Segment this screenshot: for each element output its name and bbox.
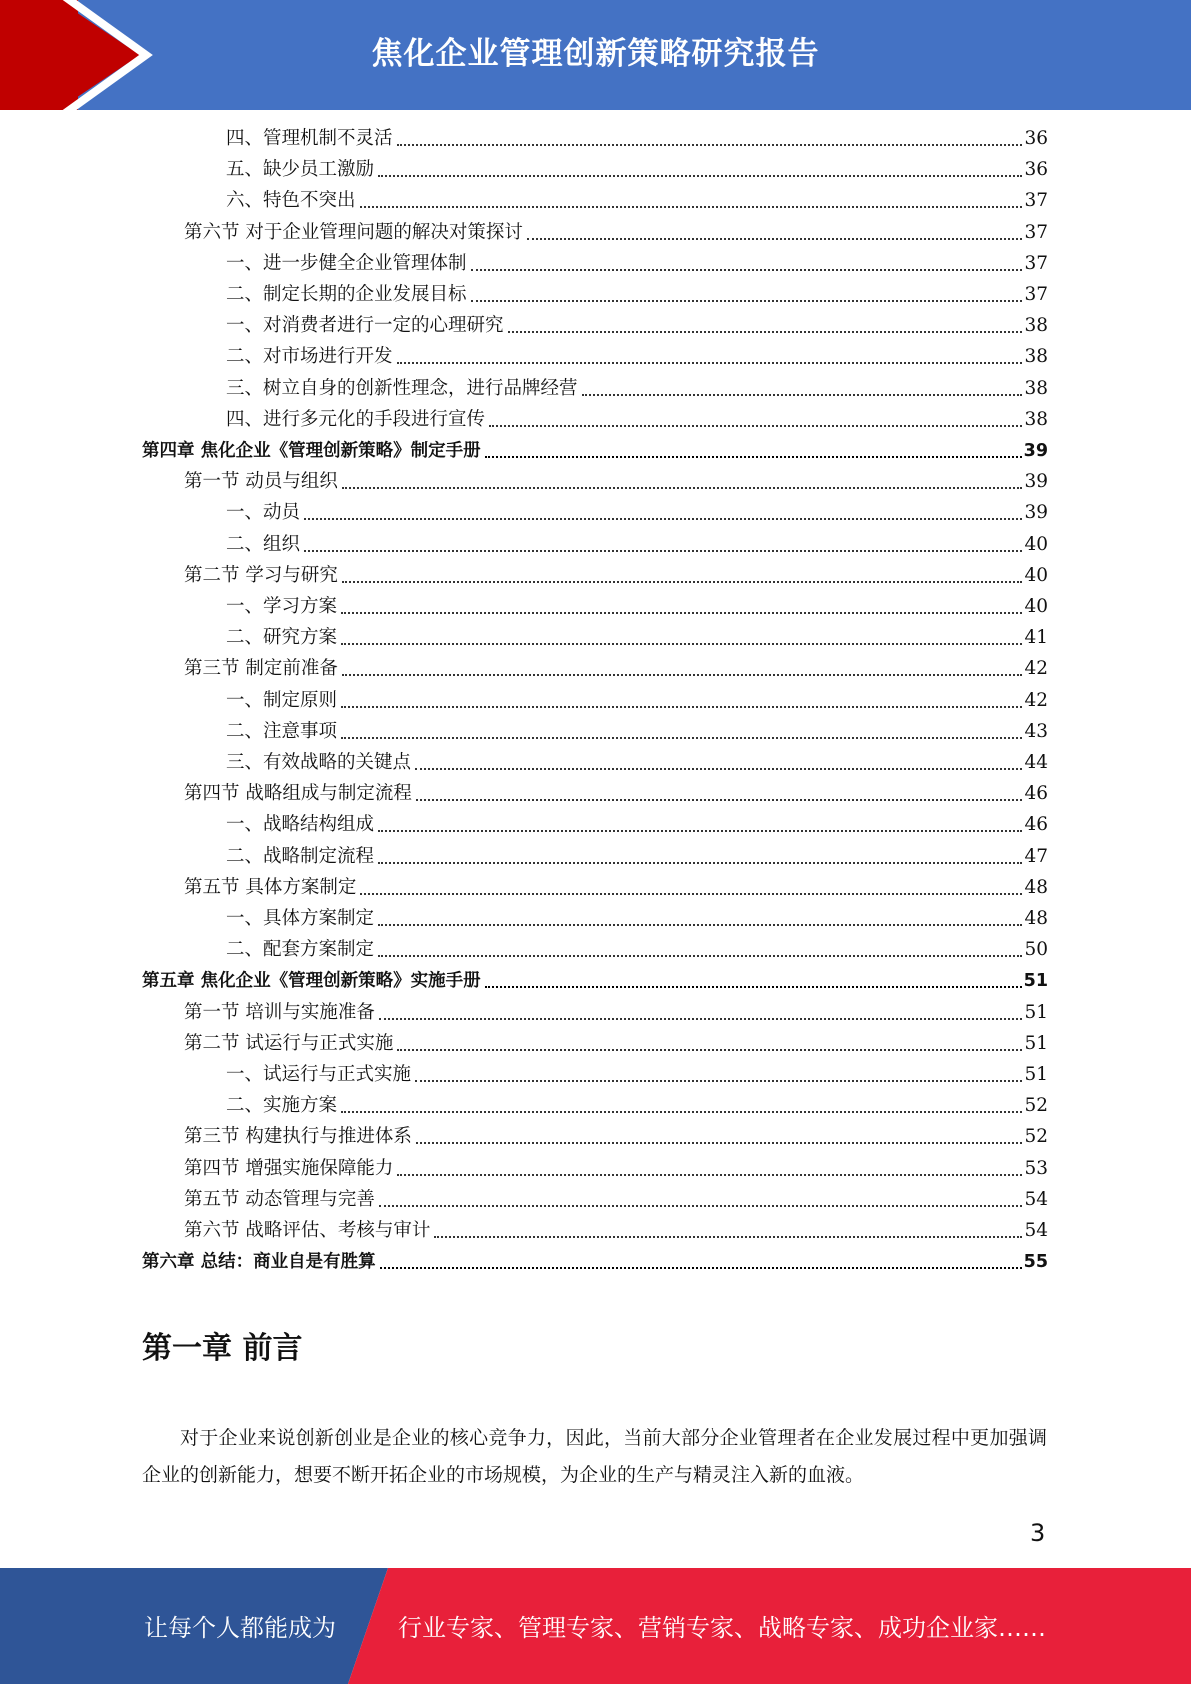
toc-entry-title: 一、进一步健全企业管理体制	[226, 252, 467, 274]
toc-dot-leader	[378, 829, 1022, 832]
toc-entry[interactable]	[226, 937, 1048, 963]
toc-entry-page: 41	[1024, 627, 1048, 649]
toc-entry-title: 第六章 总结：商业自是有胜算	[142, 1252, 376, 1273]
toc-entry-title: 一、对消费者进行一定的心理研究	[226, 315, 504, 337]
toc-entry-page: 51	[1023, 971, 1048, 992]
toc-entry-page: 39	[1024, 502, 1048, 524]
toc-dot-leader	[360, 205, 1023, 208]
toc-entry-title: 第四章 焦化企业《管理创新策略》制定手册	[142, 441, 481, 461]
toc-entry[interactable]	[226, 688, 1048, 714]
toc-entry-title: 二、对市场进行开发	[226, 346, 393, 368]
toc-dot-leader	[304, 549, 1022, 552]
toc-dot-leader	[415, 767, 1022, 770]
footer-slogan-right: 行业专家、管理专家、营销专家、战略专家、成功企业家……	[398, 1614, 1046, 1642]
toc-entry[interactable]	[184, 1000, 1048, 1026]
toc-entry[interactable]	[226, 251, 1048, 277]
toc-entry-title: 二、研究方案	[226, 627, 338, 649]
toc-entry[interactable]	[184, 1031, 1048, 1057]
toc-entry-page: 38	[1024, 408, 1048, 430]
toc-entry-page: 38	[1024, 315, 1048, 337]
toc-entry-page: 38	[1024, 346, 1048, 368]
toc-entry[interactable]	[184, 220, 1048, 246]
toc-dot-leader	[379, 1017, 1023, 1020]
toc-dot-leader	[341, 642, 1022, 645]
toc-entry-page: 40	[1024, 533, 1048, 555]
toc-dot-leader	[582, 393, 1023, 396]
toc-dot-leader	[434, 1235, 1022, 1238]
toc-entry-page: 39	[1023, 441, 1048, 461]
toc-entry[interactable]	[226, 313, 1048, 339]
toc-dot-leader	[360, 892, 1022, 895]
toc-entry-page: 50	[1024, 939, 1048, 961]
toc-entry-title: 第五节 动态管理与完善	[184, 1188, 375, 1210]
toc-entry-title: 第四节 增强实施保障能力	[184, 1157, 394, 1179]
toc-entry-title: 第二节 试运行与正式实施	[184, 1032, 394, 1054]
toc-entry[interactable]	[226, 344, 1048, 370]
toc-entry[interactable]	[184, 1156, 1048, 1182]
toc-entry[interactable]	[226, 532, 1048, 558]
toc-dot-leader	[397, 1173, 1022, 1176]
toc-entry[interactable]	[142, 438, 1048, 464]
toc-entry[interactable]	[184, 875, 1048, 901]
toc-entry[interactable]	[226, 157, 1048, 183]
toc-dot-leader	[379, 1204, 1023, 1207]
toc-dot-leader	[378, 861, 1022, 864]
toc-dot-leader	[508, 330, 1023, 333]
toc-entry-title: 一、具体方案制定	[226, 908, 375, 929]
toc-entry-title: 第一节 动员与组织	[184, 471, 338, 493]
toc-entry-title: 第一节 培训与实施准备	[184, 1001, 375, 1023]
toc-entry[interactable]	[226, 812, 1048, 838]
toc-entry[interactable]	[184, 656, 1048, 682]
toc-entry-title: 第六节 对于企业管理问题的解决对策探讨	[184, 221, 523, 243]
toc-entry[interactable]	[184, 469, 1048, 495]
footer-slogan-left: 让每个人都能成为	[144, 1614, 336, 1642]
toc-dot-leader	[397, 143, 1023, 146]
toc-entry-page: 36	[1024, 159, 1048, 181]
toc-entry-page: 40	[1024, 564, 1048, 586]
toc-entry[interactable]	[226, 376, 1048, 402]
toc-entry-page: 54	[1024, 1220, 1048, 1241]
toc-dot-leader	[415, 1079, 1022, 1082]
toc-entry[interactable]	[226, 407, 1048, 433]
toc-dot-leader	[341, 611, 1022, 614]
toc-entry-page: 47	[1024, 845, 1048, 867]
toc-dot-leader	[471, 299, 1023, 302]
toc-dot-leader	[341, 1110, 1022, 1113]
toc-dot-leader	[527, 237, 1023, 240]
toc-entry[interactable]	[226, 750, 1048, 776]
toc-entry-page: 37	[1024, 284, 1048, 305]
toc-entry[interactable]	[184, 1218, 1048, 1244]
toc-entry-title: 第三节 制定前准备	[184, 658, 338, 680]
toc-entry-page: 37	[1024, 221, 1048, 243]
toc-entry-title: 第二节 学习与研究	[184, 564, 338, 586]
toc-entry[interactable]	[226, 126, 1048, 152]
toc-entry[interactable]	[226, 625, 1048, 651]
toc-entry-title: 六、特色不突出	[226, 190, 356, 212]
toc-entry-title: 第四节 战略组成与制定流程	[184, 783, 412, 805]
toc-dot-leader	[341, 736, 1022, 739]
toc-entry-title: 一、动员	[226, 502, 301, 524]
toc-entry-title: 第五章 焦化企业《管理创新策略》实施手册	[142, 971, 481, 992]
toc-entry-page: 38	[1024, 377, 1048, 399]
toc-entry-page: 51	[1024, 1032, 1048, 1054]
toc-entry[interactable]	[226, 844, 1048, 870]
toc-dot-leader	[378, 954, 1022, 957]
toc-entry[interactable]	[226, 1062, 1048, 1088]
toc-entry-page: 55	[1023, 1252, 1048, 1273]
body-paragraph: 对于企业来说创新创业是企业的核心竞争力，因此，当前大部分企业管理者在企业发展过程中更加强调企业的创新能力，想要不断开拓企业的市场规模，为企业的生产与精灵注入新的血液。	[142, 1427, 1047, 1486]
toc-entry[interactable]	[142, 1249, 1048, 1275]
toc-entry-title: 一、学习方案	[226, 596, 338, 617]
toc-dot-leader	[397, 361, 1023, 364]
chapter-heading: 第一章 前言	[142, 1331, 303, 1366]
toc-entry-title: 四、管理机制不灵活	[226, 128, 393, 149]
toc-dot-leader	[397, 1048, 1022, 1051]
header-title: 焦化企业管理创新策略研究报告	[371, 36, 820, 72]
page-number: 3	[1030, 1519, 1046, 1547]
toc-entry[interactable]	[226, 594, 1048, 620]
toc-dot-leader	[489, 424, 1022, 427]
toc-entry-page: 44	[1024, 752, 1048, 773]
toc-entry-page: 48	[1024, 908, 1048, 929]
toc-entry[interactable]	[226, 282, 1048, 308]
toc-dot-leader	[304, 517, 1022, 520]
toc-entry-title: 第五节 具体方案制定	[184, 876, 357, 898]
toc-dot-leader	[342, 580, 1023, 583]
toc-entry-page: 46	[1024, 814, 1048, 836]
toc-entry-page: 37	[1024, 190, 1048, 212]
toc-entry-page: 46	[1024, 783, 1048, 805]
toc-entry-page: 51	[1024, 1001, 1048, 1023]
toc-entry-title: 第三节 构建执行与推进体系	[184, 1126, 412, 1148]
toc-dot-leader	[416, 1141, 1023, 1144]
toc-dot-leader	[378, 174, 1022, 177]
toc-entry-title: 一、试运行与正式实施	[226, 1064, 412, 1085]
toc-entry[interactable]	[184, 1187, 1048, 1213]
toc-entry-title: 二、组织	[226, 533, 301, 555]
toc-entry[interactable]	[184, 781, 1048, 807]
toc-entry[interactable]	[226, 188, 1048, 214]
toc-entry-title: 二、制定长期的企业发展目标	[226, 284, 467, 305]
toc-entry-title: 二、注意事项	[226, 720, 338, 742]
toc-entry[interactable]	[184, 1124, 1048, 1150]
toc-entry-page: 43	[1024, 720, 1048, 742]
toc-entry-page: 42	[1024, 689, 1048, 711]
toc-entry-title: 二、配套方案制定	[226, 939, 375, 961]
toc-entry-title: 五、缺少员工激励	[226, 159, 375, 181]
toc-entry-page: 51	[1024, 1064, 1048, 1085]
page-header-banner	[0, 0, 1191, 110]
toc-entry-page: 52	[1024, 1126, 1048, 1148]
toc-entry-page: 39	[1024, 471, 1048, 493]
toc-entry-title: 一、制定原则	[226, 689, 338, 711]
toc-entry-title: 三、树立自身的创新性理念，进行品牌经营	[226, 377, 578, 399]
toc-dot-leader	[378, 923, 1022, 926]
toc-dot-leader	[485, 455, 1022, 458]
toc-entry[interactable]	[226, 906, 1048, 932]
page-footer-banner	[0, 1568, 1191, 1684]
toc-entry-page: 40	[1024, 596, 1048, 617]
toc-dot-leader	[380, 1266, 1022, 1269]
toc-dot-leader	[341, 705, 1022, 708]
toc-entry-title: 第六节 战略评估、考核与审计	[184, 1220, 431, 1241]
toc-entry-title: 一、战略结构组成	[226, 814, 375, 836]
toc-entry[interactable]	[142, 968, 1048, 994]
toc-entry-page: 54	[1024, 1188, 1048, 1210]
toc-entry-page: 36	[1024, 128, 1048, 149]
toc-entry-title: 四、进行多元化的手段进行宣传	[226, 408, 486, 430]
toc-entry[interactable]	[184, 563, 1048, 589]
toc-entry[interactable]	[226, 719, 1048, 745]
toc-dot-leader	[416, 798, 1023, 801]
toc-entry[interactable]	[226, 500, 1048, 526]
toc-entry-title: 二、实施方案	[226, 1095, 338, 1117]
toc-dot-leader	[342, 673, 1023, 676]
toc-entry-page: 53	[1024, 1157, 1048, 1179]
toc-entry-page: 42	[1024, 658, 1048, 680]
toc-dot-leader	[485, 985, 1022, 988]
toc-entry[interactable]	[226, 1093, 1048, 1119]
toc-dot-leader	[342, 486, 1023, 489]
toc-entry-page: 37	[1024, 252, 1048, 274]
toc-entry-page: 48	[1024, 876, 1048, 898]
toc-dot-leader	[471, 268, 1023, 271]
toc-entry-page: 52	[1024, 1095, 1048, 1117]
toc-entry-title: 二、战略制定流程	[226, 845, 375, 867]
toc-entry-title: 三、有效战略的关键点	[226, 752, 412, 773]
